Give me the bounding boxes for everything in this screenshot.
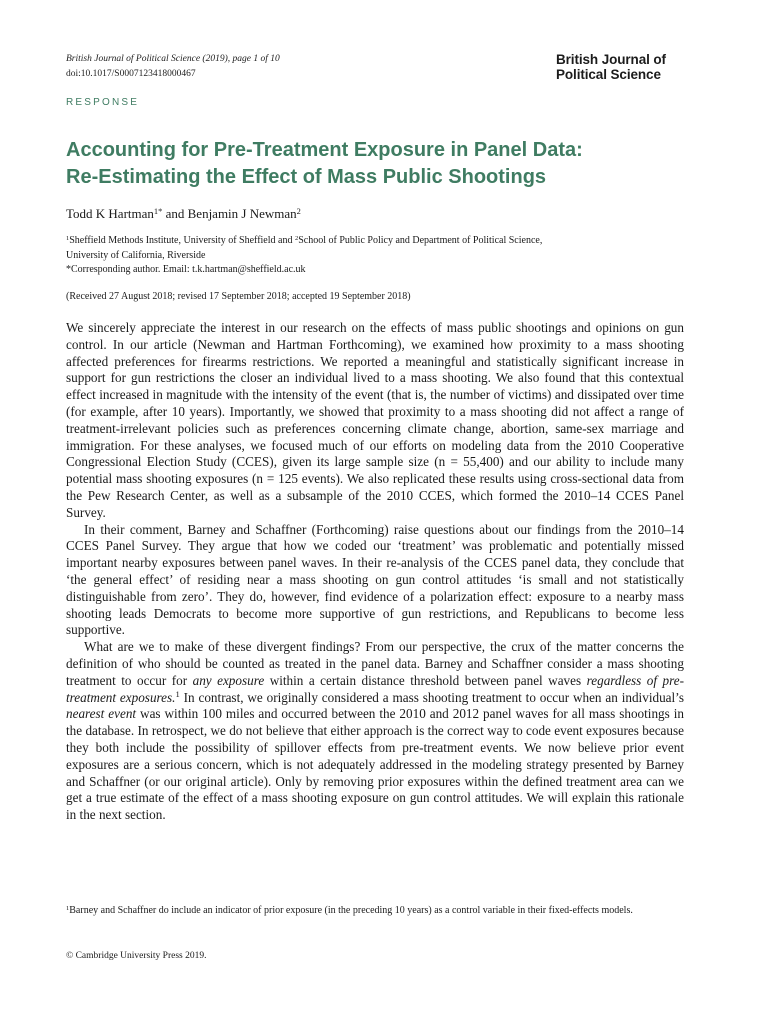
journal-logo-line1: British Journal of	[556, 52, 666, 67]
body-paragraph: In their comment, Barney and Schaffner (Forthcoming) raise questions about our findings from the 2010–14 CCES Panel Survey. They argue that how we coded our ‘treatment’ was problematic and potentially missed important nearby exposures between panel waves. In their re-analysis of the CCES panel data, they conclude that ‘the general effect’ of residing near a mass shooting on gun control attitudes ‘is small and not statistically distinguishable from zero’. They do, however, find evidence of a polarization effect: exposure to a nearby mass shooting leads Democrats to become more supportive of gun restrictions, and Republicans to become less supportive.	[66, 521, 684, 638]
article-body	[66, 320, 684, 824]
author-name: Benjamin J Newman	[187, 206, 297, 221]
footnote-reference: 1	[175, 689, 180, 700]
emphasis-text: nearest event	[66, 706, 137, 722]
footnote-text: Barney and Schaffner do include an indicator of prior exposure (in the preceding 10 years) as a control variable in their fixed-effects models.	[69, 905, 633, 916]
journal-logo	[556, 52, 666, 82]
section-label: RESPONSE	[66, 97, 140, 108]
corresponding-author: *Corresponding author. Email: t.k.hartman@sheffield.ac.uk	[66, 264, 306, 275]
affiliation-mark: 2	[294, 234, 299, 242]
author-affiliation-mark: 1*	[153, 205, 163, 216]
paragraph-text: was within 100 miles and occurred between the 2010 and 2012 panel waves for all mass shootings in the database. In retrospect, we do not believe that either approach is the correct way to code event exposures because they both include the possibility of spillover effects from pre-treatment events. We now believe prior event exposures are a serious concern, which is not adequately addressed in the modeling strategy presented by Barney and Schaffner (or our original article). Only by removing prior exposures within the defined treatment area can we get a true estimate of the effect of a mass shooting exposure on gun control attitudes. We will explain this rationale in the next section.	[66, 706, 684, 823]
author-name: Todd K Hartman	[66, 206, 154, 221]
journal-logo-line2: Political Science	[556, 67, 661, 82]
affiliations	[66, 234, 696, 278]
author-affiliation-mark: 2	[296, 205, 301, 216]
affiliation-text: School of Public Policy and Department of Political Science,	[298, 235, 543, 246]
emphasis-text: any exposure	[192, 672, 265, 688]
title-line-1: Accounting for Pre-Treatment Exposure in Panel Data:	[66, 139, 583, 161]
received-dates: (Received 27 August 2018; revised 17 September 2018; accepted 19 September 2018)	[66, 291, 411, 302]
copyright-notice: © Cambridge University Press 2019.	[66, 951, 207, 961]
running-header	[66, 52, 280, 82]
affiliation-line	[66, 234, 696, 249]
emphasis-text: regardless of pre-treatment exposures.	[66, 672, 684, 705]
paragraph-text: What are we to make of these divergent findings? From our perspective, the crux of the matter concerns the definition of who should be counted as treated in the panel data. Barney and Schaffner consider a mass shooting treatment to occur for	[66, 639, 684, 688]
journal-citation: British Journal of Political Science (2019), page 1 of 10	[66, 54, 280, 64]
affiliation-line: University of California, Riverside	[66, 249, 206, 261]
footnote	[66, 903, 684, 918]
author-list	[66, 206, 301, 222]
article-title	[66, 137, 706, 191]
body-paragraph	[66, 639, 684, 824]
title-line-2: Re-Estimating the Effect of Mass Public Shootings	[66, 166, 547, 188]
affiliation-text: Sheffield Methods Institute, University of Sheffield and	[69, 235, 295, 246]
footnote-mark: 1	[66, 904, 70, 912]
paragraph-text: In contrast, we originally considered a mass shooting treatment to occur when an individual’s	[179, 689, 684, 705]
body-paragraph: We sincerely appreciate the interest in our research on the effects of mass public shootings and opinions on gun control. In our article (Newman and Hartman Forthcoming), we examined how proximity to a mass shooting affected preferences for firearms restrictions. We reported a meaningful and statistically significant increase in support for gun restrictions the closer an individual lived to a mass shooting. We also found that this contextual effect increased in magnitude with the intensity of the event (that is, the number of victims) and dissipated over time (for example, after 10 years). Importantly, we showed that proximity to a mass shooting did not affect a range of treatment-irrelevant policies such as preferences concerning climate change, abortion, same-sex marriage and immigration. For these analyses, we focused much of our efforts on modeling data from the 2010 Cooperative Congressional Election Study (CCES), given its large sample size (n = 55,400) and our ability to include many potential mass shooting exposures (n = 125 events). We also replicated these results using cross-sectional data from the Pew Research Center, as well as a subsample of the 2010 CCES, which formed the 2010–14 CCES Panel Survey.	[66, 320, 684, 520]
author-connector: and	[162, 206, 188, 221]
paragraph-text: within a certain distance threshold between panel waves	[264, 672, 587, 688]
doi: doi:10.1017/S0007123418000467	[66, 69, 196, 79]
affiliation-mark: 1	[66, 234, 70, 242]
